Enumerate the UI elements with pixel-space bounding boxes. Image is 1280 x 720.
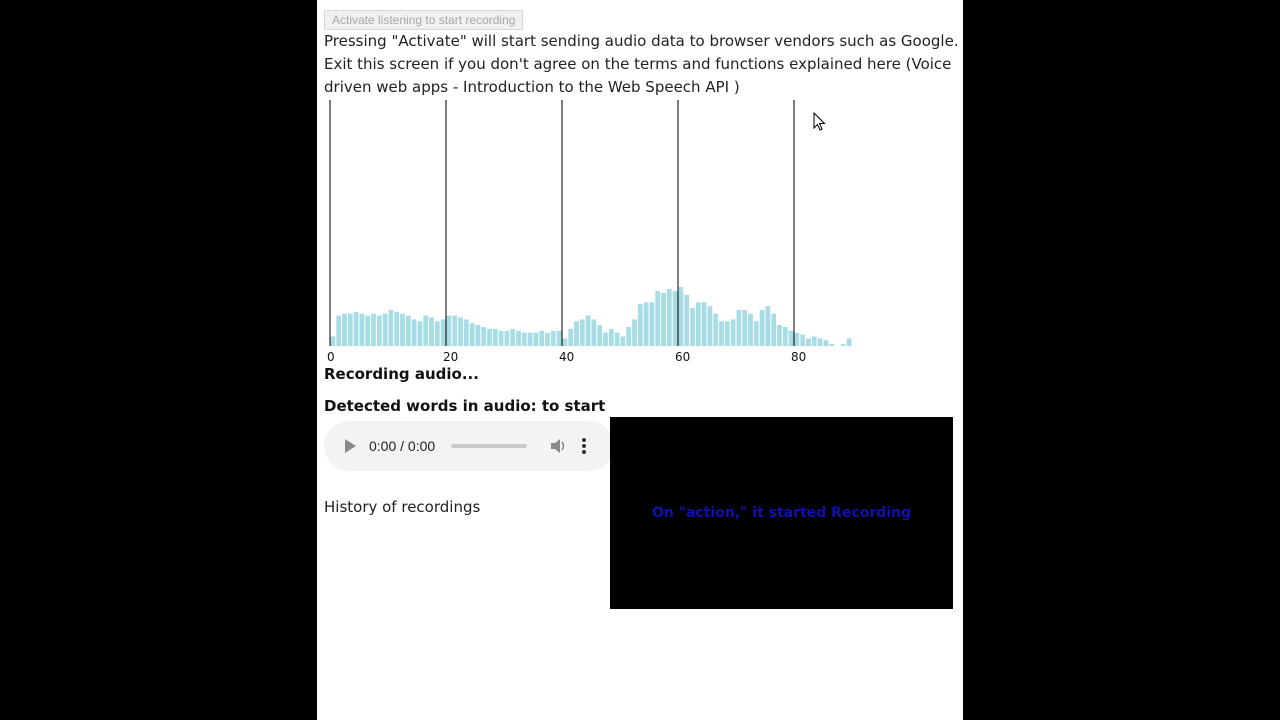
chart-bar-71 [742, 310, 747, 346]
chart-bar-46 [597, 325, 602, 346]
chart-bar-15 [418, 321, 423, 346]
chart-bar-54 [644, 302, 649, 346]
chart-bar-0 [331, 337, 336, 347]
chart-bar-65 [708, 306, 713, 346]
player-time: 0:00 / 0:00 [369, 438, 436, 454]
chart-bar-2 [342, 314, 347, 346]
video-caption: On "action," it started Recording [651, 505, 912, 521]
chart-bar-8 [377, 316, 382, 346]
chart-bar-45 [592, 319, 597, 346]
mouse-cursor-icon [813, 112, 827, 132]
chart-bar-30 [505, 331, 510, 346]
chart-bar-24 [470, 323, 475, 346]
chart-bar-38 [551, 331, 556, 346]
video-frame [610, 417, 953, 609]
chart-bar-83 [812, 337, 817, 347]
chart-bar-56 [655, 291, 660, 346]
chart-bar-7 [371, 314, 376, 346]
chart-bar-66 [713, 314, 718, 346]
history-label: History of recordings [324, 498, 481, 516]
chart-bar-82 [806, 338, 811, 346]
chart-bar-19 [441, 319, 446, 346]
chart-bar-81 [800, 335, 805, 346]
chart-bar-21 [452, 316, 457, 346]
chart-bar-68 [725, 321, 730, 346]
more-options-icon[interactable] [581, 437, 587, 455]
chart-bar-40 [563, 338, 568, 346]
chart-bar-69 [731, 319, 736, 346]
chart-bar-78 [783, 327, 788, 346]
chart-bar-53 [638, 304, 643, 346]
chart-bar-27 [487, 329, 492, 346]
audio-frequency-chart [317, 98, 963, 366]
chart-bar-84 [818, 338, 823, 346]
chart-bar-43 [580, 319, 585, 346]
chart-bar-47 [603, 333, 608, 346]
chart-bar-3 [348, 314, 353, 346]
chart-bar-70 [737, 310, 742, 346]
chart-bar-74 [760, 310, 765, 346]
chart-tick-label-20: 20 [443, 350, 459, 364]
activate-listening-button[interactable]: Activate listening to start recording [324, 10, 523, 30]
chart-tick-label-80: 80 [791, 350, 807, 364]
chart-bar-63 [696, 302, 701, 346]
chart-bar-13 [406, 316, 411, 346]
chart-bar-55 [650, 302, 655, 346]
chart-bar-14 [412, 319, 417, 346]
chart-bar-12 [400, 314, 405, 346]
chart-bar-17 [429, 318, 434, 347]
chart-bar-9 [383, 314, 388, 346]
chart-bar-41 [568, 329, 573, 346]
chart-bar-57 [661, 293, 666, 346]
chart-bar-11 [394, 312, 399, 346]
chart-bar-18 [435, 321, 440, 346]
chart-tick-label-40: 40 [559, 350, 575, 364]
chart-bar-80 [795, 333, 800, 346]
chart-bar-61 [684, 295, 689, 346]
chart-bar-42 [574, 321, 579, 346]
seek-bar[interactable] [451, 444, 527, 448]
chart-bar-77 [777, 325, 782, 346]
chart-bar-60 [679, 287, 684, 346]
volume-icon[interactable] [549, 437, 567, 455]
chart-bar-32 [516, 331, 521, 346]
chart-bar-1 [336, 316, 341, 346]
audio-player[interactable] [324, 421, 614, 471]
chart-bar-33 [522, 333, 527, 346]
chart-bar-89 [847, 338, 852, 346]
chart-bar-25 [476, 325, 481, 346]
chart-bar-51 [626, 327, 631, 346]
recording-status: Recording audio... [324, 365, 479, 383]
chart-bar-5 [360, 314, 365, 346]
chart-bar-64 [702, 302, 707, 346]
chart-bar-20 [447, 316, 452, 346]
chart-bar-29 [499, 331, 504, 346]
intro-text: Pressing "Activate" will start sending audio data to browser vendors such as Google. Exit this screen if you don't agree on the terms and functions explained here (Voice driven web apps - Introduction to the Web Speech API ) [324, 32, 959, 96]
chart-bar-26 [481, 327, 486, 346]
chart-tick-label-60: 60 [675, 350, 691, 364]
chart-bar-76 [771, 314, 776, 346]
chart-bar-35 [534, 333, 539, 346]
chart-bar-31 [510, 329, 515, 346]
chart-bar-44 [586, 316, 591, 346]
chart-bar-85 [824, 340, 829, 346]
chart-bar-49 [615, 333, 620, 346]
detected-words: Detected words in audio: to start [324, 397, 606, 415]
chart-bar-48 [609, 329, 614, 346]
chart-bar-72 [748, 314, 753, 346]
chart-bar-4 [354, 312, 359, 346]
chart-bar-6 [365, 316, 370, 346]
chart-bar-73 [754, 321, 759, 346]
chart-bar-22 [458, 318, 463, 347]
chart-bar-59 [673, 291, 678, 346]
chart-bar-50 [621, 337, 626, 347]
chart-bar-39 [557, 331, 562, 346]
chart-bar-28 [493, 329, 498, 346]
page [317, 0, 963, 720]
chart-bar-62 [690, 308, 695, 346]
chart-bar-79 [789, 331, 794, 346]
chart-bar-36 [539, 331, 544, 346]
chart-bar-37 [545, 333, 550, 346]
chart-bar-58 [667, 289, 672, 346]
chart-bar-34 [528, 333, 533, 346]
chart-bar-10 [389, 310, 394, 346]
play-icon[interactable] [343, 439, 357, 453]
chart-tick-label-0: 0 [327, 350, 335, 364]
chart-bar-67 [719, 321, 724, 346]
chart-bar-16 [423, 316, 428, 346]
chart-bar-75 [766, 306, 771, 346]
chart-bar-23 [464, 319, 469, 346]
chart-bar-52 [632, 319, 637, 346]
chart-bar-88 [841, 344, 846, 346]
chart-bar-86 [829, 344, 834, 346]
